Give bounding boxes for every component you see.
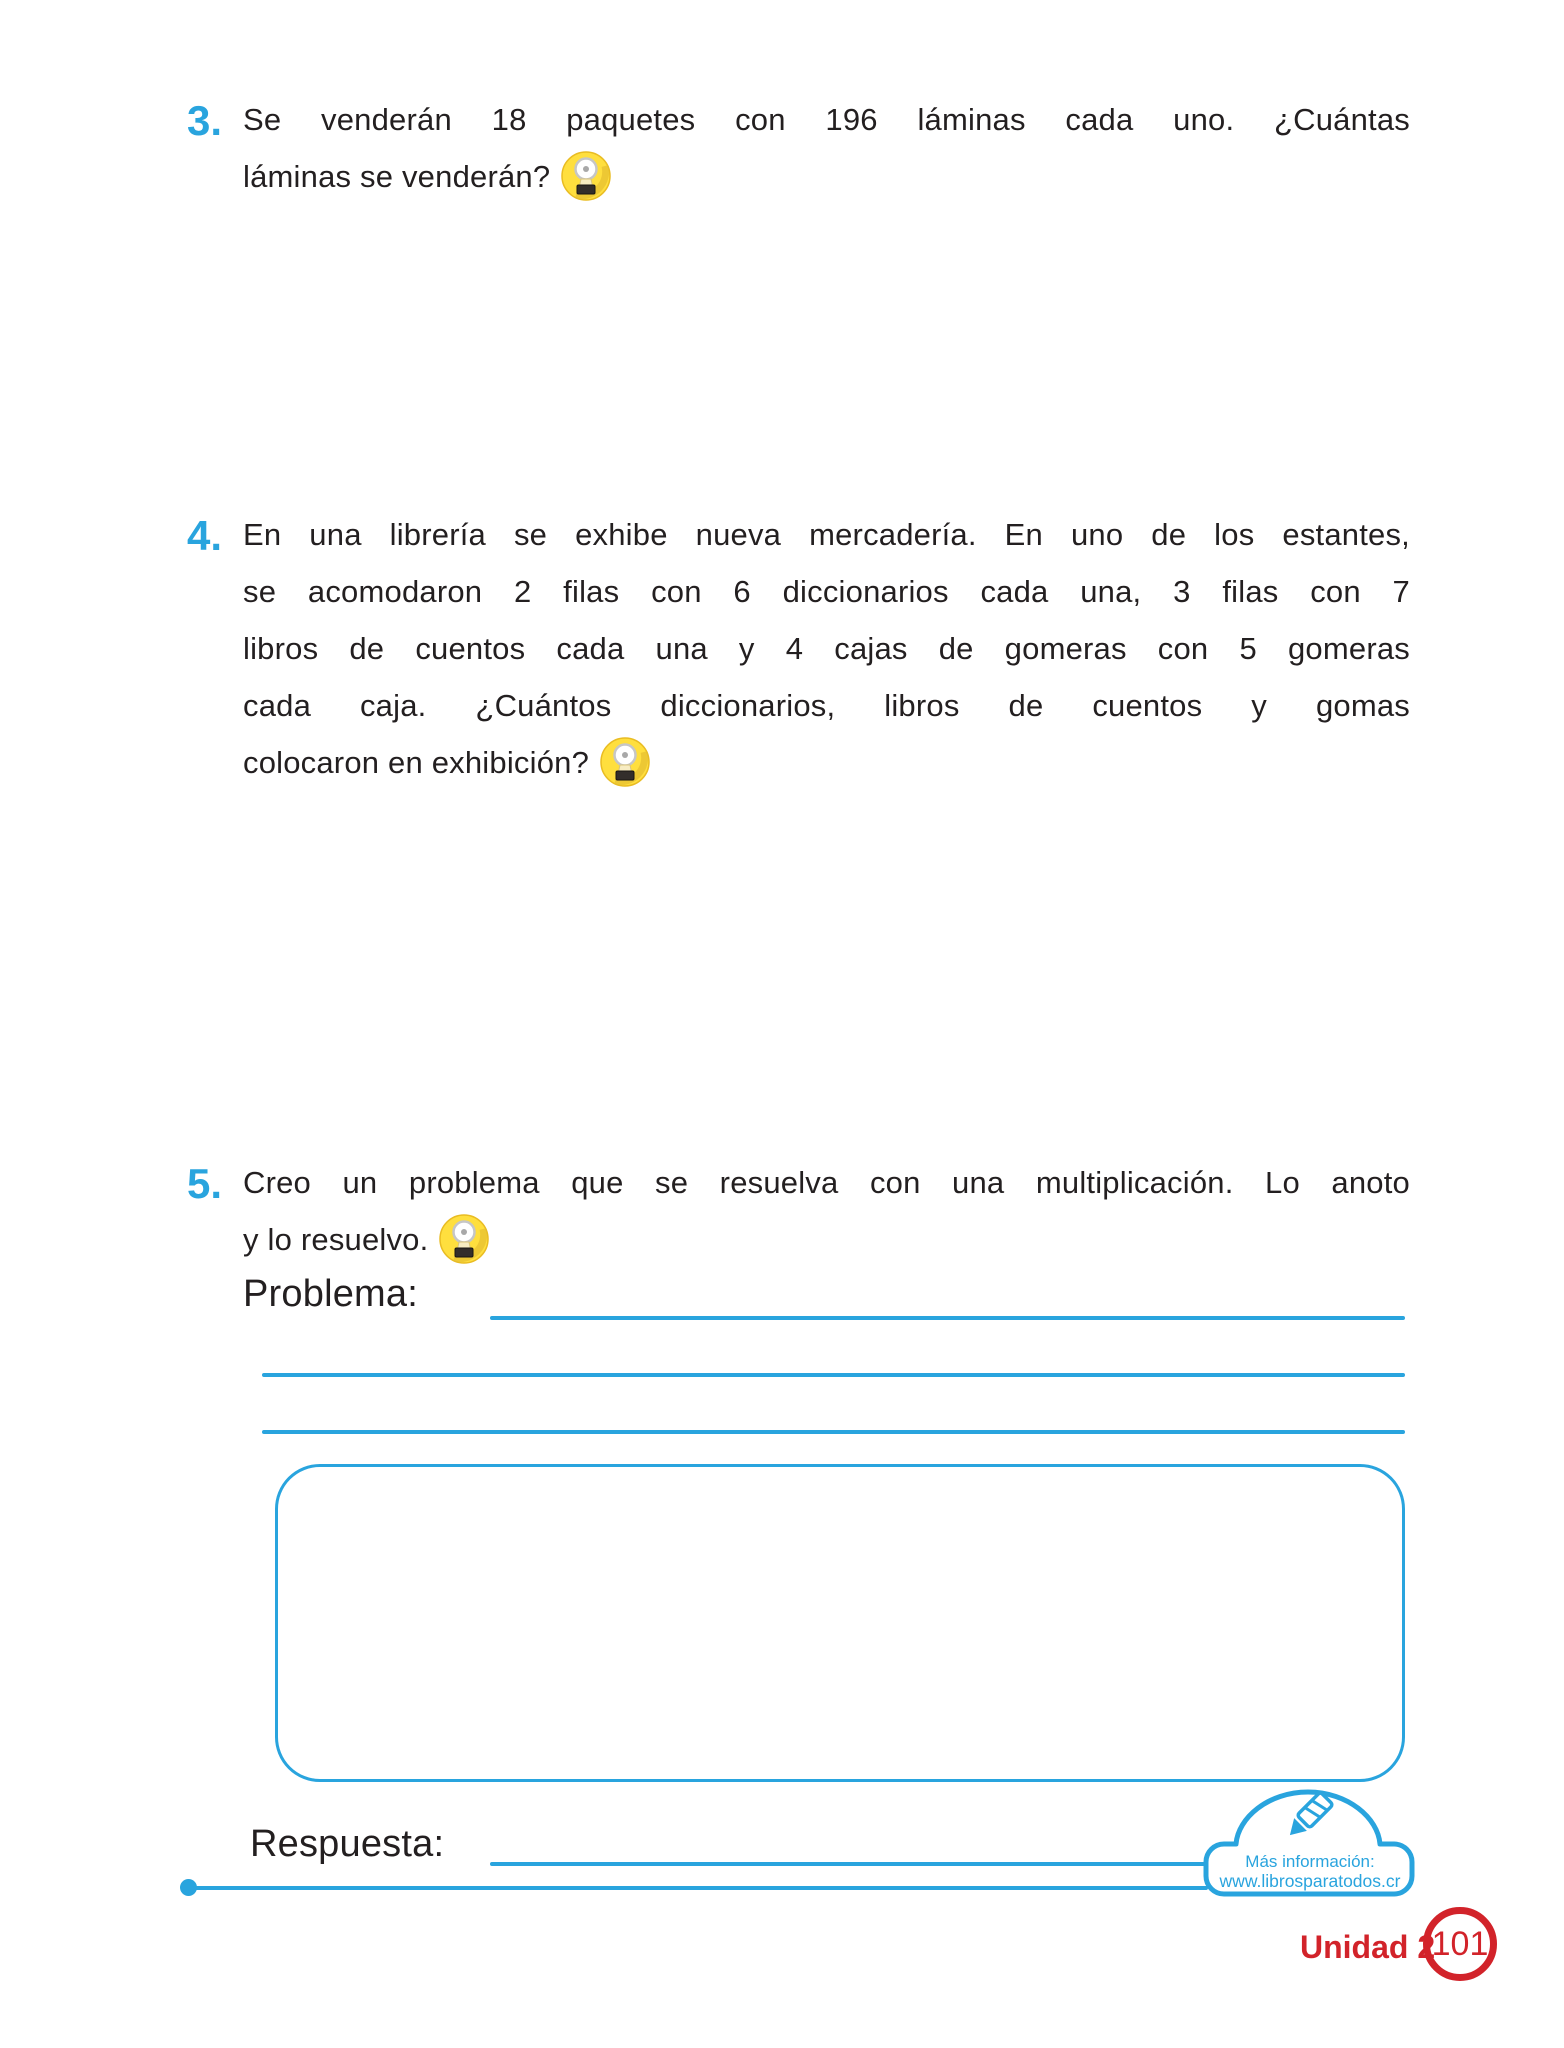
problem-number: 4. [187, 512, 223, 559]
problem-text: y lo resuelvo. [243, 1222, 429, 1257]
problema-writing-line-2[interactable] [262, 1373, 1405, 1377]
problem-text-line: Se venderán 18 paquetes con 196 láminas cada uno. ¿Cuántas [243, 102, 1410, 137]
problem-text: colocaron en exhibición? [243, 745, 590, 780]
respuesta-label: Respuesta: [250, 1823, 445, 1865]
problem-text: láminas se venderán? [243, 159, 551, 194]
hint-lightbulb-icon [599, 736, 651, 788]
problem-text-line [243, 734, 1410, 791]
hint-lightbulb-icon [560, 150, 612, 202]
page-number: 101 [1431, 1924, 1489, 1963]
page-number-badge [1423, 1907, 1497, 1981]
problem-text-line [243, 148, 1410, 205]
problem-5 [187, 1154, 1410, 1268]
work-area-box[interactable] [275, 1464, 1405, 1782]
problem-4 [187, 506, 1410, 791]
problem-text-line: En una librería se exhibe nueva mercadería. En uno de los estantes, [243, 517, 1410, 552]
problem-text-line: Creo un problema que se resuelva con una multiplicación. Lo anoto [243, 1165, 1410, 1200]
problem-text-line: libros de cuentos cada una y 4 cajas de gomeras con 5 gomeras [243, 631, 1410, 666]
problema-label: Problema: [243, 1273, 418, 1315]
problem-text-line: cada caja. ¿Cuántos diccionarios, libros de cuentos y gomas [243, 688, 1410, 723]
problem-number: 5. [187, 1160, 223, 1207]
problema-writing-line-3[interactable] [262, 1430, 1405, 1434]
footer-divider-line [192, 1886, 1208, 1890]
info-badge [1202, 1786, 1418, 1904]
problem-text-line [243, 1211, 1410, 1268]
info-badge-url[interactable]: www.librosparatodos.cr [1219, 1871, 1401, 1891]
problem-text-line: se acomodaron 2 filas con 6 diccionarios cada una, 3 filas con 7 [243, 574, 1410, 609]
info-badge-title: Más información: [1245, 1852, 1375, 1871]
unit-label: Unidad 2 [1300, 1929, 1436, 1965]
respuesta-writing-line[interactable] [490, 1862, 1206, 1866]
hint-lightbulb-icon [438, 1213, 490, 1265]
problem-3 [187, 91, 1410, 205]
problema-writing-line-1[interactable] [490, 1316, 1405, 1320]
problem-number: 3. [187, 97, 223, 144]
